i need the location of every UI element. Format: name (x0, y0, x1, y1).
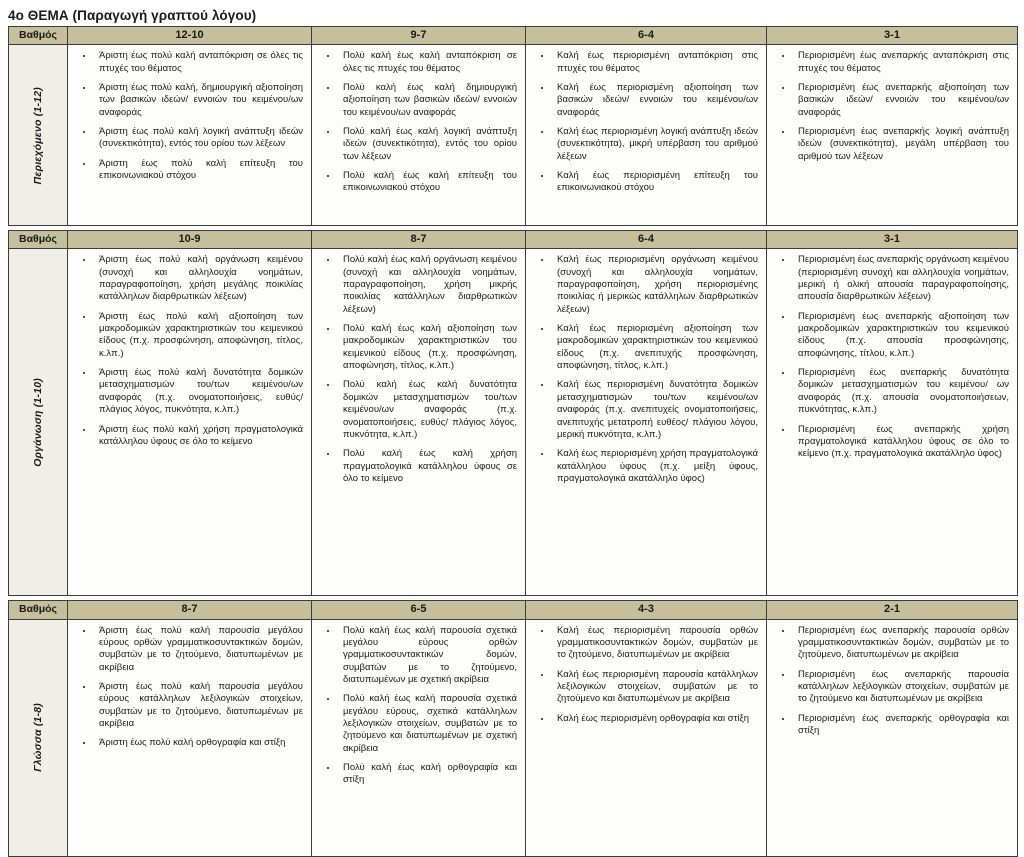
rubric-section-0 (8, 26, 1018, 226)
criteria-item: • Καλή έως περιορισμένη αξιοποίηση των βασικών ιδεών/ εννοιών του κειμένου/ων αναφοράς (552, 82, 758, 119)
criteria-list (528, 50, 758, 194)
criteria-item: • Περιορισμένη έως ανεπαρκής αξιοποίηση των βασικών ιδεών/ εννοιών του κειμένου/ων αναφοράς (793, 82, 1009, 119)
criteria-cell (767, 620, 1017, 856)
score-header-label: Βαθμός (9, 231, 68, 249)
criteria-cell (312, 620, 526, 856)
criteria-item: • Περιορισμένη έως ανεπαρκής χρήση πραγματολογικά κατάλληλου ύφους σε όλο το κείμενο (π.χ. πραγματολογικά ακατάλληλο ύφος) (793, 424, 1009, 461)
criteria-list (769, 625, 1009, 738)
criteria-item: • Άριστη έως πολύ καλή παρουσία μεγάλου εύρους κατάλληλων λεξιλογικών στοιχείων, συμβατών με το ζητούμενο, διατυπωμένων με ακρίβεια (94, 681, 303, 730)
score-range-6-4: 6-4 (526, 27, 767, 45)
criteria-item: • Άριστη έως πολύ καλή ανταπόκριση σε όλες τις πτυχές του θέματος (94, 50, 303, 75)
criteria-item: • Περιορισμένη έως ανεπαρκής λογική ανάπτυξη ιδεών (συνεκτικότητα), μεγάλη υπέρβαση του αριθμού των λέξεων (793, 126, 1009, 163)
score-header-row (9, 231, 1017, 249)
criterion-label: Γλώσσα (1-8) (32, 703, 44, 772)
criteria-item: • Περιορισμένη έως ανεπαρκής οργάνωση κειμένου (περιορισμένη συνοχή και αλληλουχία νοημάτων, μερική ή ολική απουσία παραγραφοποίησης, απουσία διαρθρωτικών λέξεων) (793, 254, 1009, 303)
score-range-3-1: 3-1 (767, 231, 1017, 249)
criteria-item: • Άριστη έως πολύ καλή επίτευξη του επικοινωνιακού στόχου (94, 158, 303, 183)
criteria-cell (312, 249, 526, 595)
criteria-item: • Άριστη έως πολύ καλή οργάνωση κειμένου (συνοχή και αλληλουχία νοημάτων, παραγραφοποίηση, χρήση μεγάλης ποικιλίας κατάλληλων διαρθρωτικών λέξεων) (94, 254, 303, 303)
criteria-list (528, 625, 758, 725)
criteria-cell (767, 249, 1017, 595)
criterion-label: Περιεχόμενο (1-12) (32, 86, 44, 184)
score-header-row (9, 601, 1017, 619)
criteria-item: • Καλή έως περιορισμένη αξιοποίηση των μακροδομικών χαρακτηριστικών του κειμενικού είδους (π.χ. ανεπιτυχής προσφώνηση, αποφώνηση, τίτλος, κ.λπ.) (552, 323, 758, 372)
criteria-item: • Πολύ καλή έως καλή οργάνωση κειμένου (συνοχή και αλληλουχία νοημάτων, παραγραφοποίηση, χρήση μικρής ποικιλίας κατάλληλων διαρθρωτικών λέξεων) (338, 254, 517, 316)
criterion-label-cell (9, 620, 68, 856)
criteria-item: • Άριστη έως πολύ καλή δυνατότητα δομικών μετασχηματισμών του/των κειμένου/ων αναφοράς (π.χ. ονοματοποιήσεις, ευθύς/ πλάγιος λόγος, πυκνότητα, κ.λπ.) (94, 367, 303, 416)
criterion-label-cell (9, 249, 68, 595)
criteria-list (70, 625, 303, 750)
criteria-list (528, 254, 758, 485)
criteria-list (70, 50, 303, 182)
criteria-cell (767, 45, 1017, 225)
score-header-label: Βαθμός (9, 27, 68, 45)
criteria-item: • Πολύ καλή έως καλή παρουσία σχετικά μεγάλου εύρους, σχετικά κατάλληλων λεξιλογικών στοιχείων, συμβατών με το ζητούμενο και διατυπωμένων με σχετική ακρίβεια (338, 693, 517, 755)
criteria-item: • Περιορισμένη έως ανεπαρκής ορθογραφία και στίξη (793, 713, 1009, 738)
criteria-item: • Καλή έως περιορισμένη ορθογραφία και στίξη (552, 713, 758, 725)
criteria-list (769, 254, 1009, 460)
criteria-item: • Πολύ καλή έως καλή δημιουργική αξιοποίηση των βασικών ιδεών/ εννοιών του κειμένου/ων αναφοράς (338, 82, 517, 119)
criteria-item: • Καλή έως περιορισμένη λογική ανάπτυξη ιδεών (συνεκτικότητα), μικρή υπέρβαση του αριθμού λέξεων (552, 126, 758, 163)
criteria-item: • Καλή έως περιορισμένη οργάνωση κειμένου (συνοχή και αλληλουχία νοημάτων, παραγραφοποίηση, χρήση περιορισμένης ποικιλίας ή μερικώς κατάλληλων διαρθρωτικών λέξεων) (552, 254, 758, 316)
criteria-item: • Άριστη έως πολύ καλή ορθογραφία και στίξη (94, 737, 303, 749)
criteria-item: • Πολύ καλή έως καλή δυνατότητα δομικών μετασχηματισμών του/των κειμένου/ων αναφοράς (π.χ. ονοματοποιήσεις, ευθύς/ πλάγιος λόγος, πυκνότητα, κ.λπ.) (338, 379, 517, 441)
criteria-row (9, 620, 1017, 856)
page-title: 4ο ΘΕΜΑ (Παραγωγή γραπτού λόγου) (8, 8, 257, 23)
criteria-item: • Πολύ καλή έως καλή ορθογραφία και στίξη (338, 762, 517, 787)
criteria-cell (68, 45, 312, 225)
criteria-list (314, 625, 517, 787)
criteria-item: • Άριστη έως πολύ καλή, δημιουργική αξιοποίηση των βασικών ιδεών/ εννοιών του κειμένου/ων αναφοράς (94, 82, 303, 119)
rubric-section-1 (8, 230, 1018, 596)
criteria-list (769, 50, 1009, 163)
score-header-row (9, 27, 1017, 45)
score-header-label: Βαθμός (9, 601, 68, 619)
criteria-cell (312, 45, 526, 225)
score-range-9-7: 9-7 (312, 27, 526, 45)
criteria-list (314, 50, 517, 194)
criteria-cell (526, 620, 767, 856)
criteria-cell (68, 620, 312, 856)
criteria-list (314, 254, 517, 485)
criteria-cell (526, 249, 767, 595)
criteria-list (70, 254, 303, 448)
score-range-8-7: 8-7 (68, 601, 312, 619)
criteria-item: • Καλή έως περιορισμένη παρουσία κατάλληλων λεξιλογικών στοιχείων, συμβατών με το ζητούμενο και διατυπωμένων με ακρίβεια (552, 669, 758, 706)
criteria-item: • Πολύ καλή έως καλή αξιοποίηση των μακροδομικών χαρακτηριστικών του κειμενικού είδους (π.χ. προσφώνηση, αποφώνηση, τίτλος, κ.λπ.) (338, 323, 517, 372)
criteria-row (9, 45, 1017, 225)
score-range-8-7: 8-7 (312, 231, 526, 249)
criteria-item: • Καλή έως περιορισμένη επίτευξη του επικοινωνιακού στόχου (552, 170, 758, 195)
criteria-item: • Καλή έως περιορισμένη δυνατότητα δομικών μετασχηματισμών του/των κειμένου/ων αναφοράς (π.χ. ανεπιτυχείς ονοματοποιήσεις, ανεπιτυχής μετατροπή ευθέος/ πλάγιου λόγου, μερική πυκνότητα, κ.λπ.) (552, 379, 758, 441)
criteria-item: • Πολύ καλή έως καλή χρήση πραγματολογικά κατάλληλου ύφους σε όλο το κείμενο (338, 448, 517, 485)
criteria-item: • Άριστη έως πολύ καλή αξιοποίηση των μακροδομικών χαρακτηριστικών του κειμενικού είδους (π.χ. προσφώνηση, αποφώνηση, τίτλος, κ.λπ.) (94, 311, 303, 360)
criteria-item: • Πολύ καλή έως καλή λογική ανάπτυξη ιδεών (συνεκτικότητα), εντός του ορίου των λέξεων (338, 126, 517, 163)
criteria-row (9, 249, 1017, 595)
criteria-item: • Πολύ καλή έως καλή ανταπόκριση σε όλες τις πτυχές του θέματος (338, 50, 517, 75)
criteria-item: • Καλή έως περιορισμένη ανταπόκριση στις πτυχές του θέματος (552, 50, 758, 75)
criterion-label: Οργάνωση (1-10) (32, 377, 44, 467)
criteria-item: • Περιορισμένη έως ανεπαρκής αξιοποίηση των μακροδομικών χαρακτηριστικών του κειμενικού είδους (π.χ. απουσία προσφώνησης, αποφώνησης, τίτλου, κ.λπ.) (793, 311, 1009, 360)
criteria-item: • Άριστη έως πολύ καλή χρήση πραγματολογικά κατάλληλου ύφους σε όλο το κείμενο (94, 424, 303, 449)
criteria-item: • Πολύ καλή έως καλή επίτευξη του επικοινωνιακού στόχου (338, 170, 517, 195)
rubric-section-2 (8, 600, 1018, 856)
criteria-item: • Περιορισμένη έως ανεπαρκής ανταπόκριση στις πτυχές του θέματος (793, 50, 1009, 75)
score-range-10-9: 10-9 (68, 231, 312, 249)
score-range-4-3: 4-3 (526, 601, 767, 619)
criteria-item: • Περιορισμένη έως ανεπαρκής παρουσία ορθών γραμματικοσυντακτικών δομών, συμβατών με το ζητούμενο, διατυπωμένων με ακρίβεια (793, 625, 1009, 662)
criteria-item: • Καλή έως περιορισμένη παρουσία ορθών γραμματικοσυντακτικών δομών, συμβατών με το ζητούμενο, διατυπωμένων με ακρίβεια (552, 625, 758, 662)
criteria-item: • Άριστη έως πολύ καλή παρουσία μεγάλου εύρους ορθών γραμματικοσυντακτικών δομών, συμβατών με το ζητούμενο, διατυπωμένων με ακρίβεια (94, 625, 303, 674)
criterion-label-cell (9, 45, 68, 225)
criteria-item: • Καλή έως περιορισμένη χρήση πραγματολογικά κατάλληλου ύφους (π.χ. μείξη ύφους, πραγματολογικά ακατάλληλο ύφος) (552, 448, 758, 485)
score-range-3-1: 3-1 (767, 27, 1017, 45)
score-range-6-4: 6-4 (526, 231, 767, 249)
score-range-6-5: 6-5 (312, 601, 526, 619)
criteria-cell (526, 45, 767, 225)
criteria-item: • Άριστη έως πολύ καλή λογική ανάπτυξη ιδεών (συνεκτικότητα), εντός του ορίου των λέξεων (94, 126, 303, 151)
score-range-12-10: 12-10 (68, 27, 312, 45)
criteria-item: • Πολύ καλή έως καλή παρουσία σχετικά μεγάλου εύρους ορθών γραμματικοσυντακτικών δομών, συμβατών με το ζητούμενο, διατυπωμένων με σχετική ακρίβεια (338, 625, 517, 687)
rubric-table (8, 26, 1018, 857)
score-range-2-1: 2-1 (767, 601, 1017, 619)
criteria-item: • Περιορισμένη έως ανεπαρκής δυνατότητα δομικών μετασχηματισμών του κειμένου/ ων αναφοράς (π.χ. απουσία ονοματοποιήσεων, πυκνότητας, κ.λπ.) (793, 367, 1009, 416)
criteria-cell (68, 249, 312, 595)
criteria-item: • Περιορισμένη έως ανεπαρκής παρουσία κατάλληλων λεξιλογικών στοιχείων, συμβατών με το ζητούμενο και διατυπωμένων με ακρίβεια (793, 669, 1009, 706)
